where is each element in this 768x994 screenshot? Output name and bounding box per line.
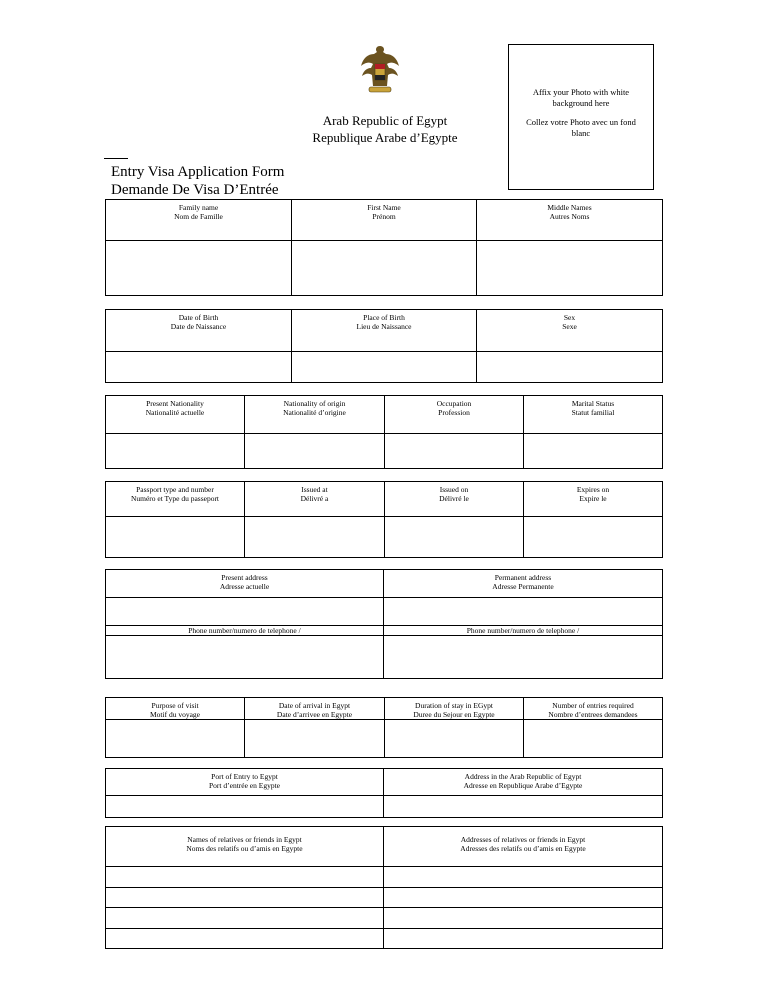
relatives-addresses-label: Addresses of relatives or friends in Egypt Adresses des relatifs ou d’amis en Egypte	[384, 827, 663, 867]
address-section	[105, 569, 663, 679]
relative-address-field[interactable]	[384, 867, 663, 888]
middle-names-label: Middle Names Autres Noms	[477, 200, 663, 241]
present-address-field[interactable]	[106, 598, 384, 626]
form-title-en: Entry Visa Application Form	[111, 164, 285, 180]
relative-address-field[interactable]	[384, 908, 663, 929]
first-name-field[interactable]	[292, 241, 477, 296]
relative-name-field[interactable]	[106, 929, 384, 949]
date-of-birth-label: Date of Birth Date de Naissance	[106, 310, 292, 352]
port-of-entry-field[interactable]	[106, 796, 384, 818]
issued-on-label: Issued on Délivré le	[385, 482, 524, 517]
phone-label-2: Phone number/numero de telephone /	[384, 626, 663, 636]
relative-name-field[interactable]	[106, 867, 384, 888]
port-of-entry-label: Port of Entry to Egypt Port d’entrée en Egypte	[106, 769, 384, 796]
eagle-emblem-icon	[360, 42, 400, 97]
phone-field-1[interactable]	[106, 636, 384, 679]
permanent-address-field[interactable]	[384, 598, 663, 626]
country-name-en: Arab Republic of Egypt	[322, 113, 448, 128]
passport-number-label: Passport type and number Numéro et Type du passeport	[106, 482, 245, 517]
form-title-fr: Demande De Visa D’Entrée	[111, 182, 279, 198]
place-of-birth-field[interactable]	[292, 352, 477, 383]
expires-on-label: Expires on Expire le	[524, 482, 663, 517]
date-of-birth-field[interactable]	[106, 352, 292, 383]
phone-field-2[interactable]	[384, 636, 663, 679]
permanent-address-label: Permanent address Adresse Permanente	[384, 570, 663, 598]
middle-names-field[interactable]	[477, 241, 663, 296]
relative-name-field[interactable]	[106, 908, 384, 929]
expires-on-field[interactable]	[524, 517, 663, 558]
photo-instruction-en: Affix your Photo with white background here	[532, 87, 630, 108]
egypt-address-label: Address in the Arab Republic of Egypt Adresse en Republique Arabe d’Egypte	[384, 769, 663, 796]
relatives-names-label: Names of relatives or friends in Egypt Noms des relatifs ou d’amis en Egypte	[106, 827, 384, 867]
marital-status-field[interactable]	[524, 434, 663, 469]
purpose-of-visit-field[interactable]	[106, 720, 245, 758]
first-name-label: First Name Prénom	[292, 200, 477, 241]
passport-section	[105, 481, 663, 558]
visit-section	[105, 697, 663, 758]
names-section	[105, 199, 663, 296]
duration-of-stay-label: Duration of stay in EGypt Duree du Sejour en Egypte	[385, 698, 524, 720]
duration-of-stay-field[interactable]	[385, 720, 524, 758]
photo-instruction-fr: Collez votre Photo avec un fond blanc	[526, 117, 636, 138]
present-nationality-field[interactable]	[106, 434, 245, 469]
passport-number-field[interactable]	[106, 517, 245, 558]
relative-address-field[interactable]	[384, 929, 663, 949]
status-section	[105, 395, 663, 469]
photo-box[interactable]	[508, 44, 654, 190]
number-of-entries-label: Number of entries required Nombre d’entrees demandees	[524, 698, 663, 720]
present-address-label: Present address Adresse actuelle	[106, 570, 384, 598]
relative-name-field[interactable]	[106, 888, 384, 908]
egypt-address-field[interactable]	[384, 796, 663, 818]
family-name-label: Family name Nom de Famille	[106, 200, 292, 241]
divider	[104, 158, 128, 159]
sex-label: Sex Sexe	[477, 310, 663, 352]
nationality-origin-label: Nationality of origin Nationalité d’origine	[245, 396, 385, 434]
purpose-of-visit-label: Purpose of visit Motif du voyage	[106, 698, 245, 720]
occupation-field[interactable]	[385, 434, 524, 469]
present-nationality-label: Present Nationality Nationalité actuelle	[106, 396, 245, 434]
family-name-field[interactable]	[106, 241, 292, 296]
relative-address-field[interactable]	[384, 888, 663, 908]
place-of-birth-label: Place of Birth Lieu de Naissance	[292, 310, 477, 352]
arrival-date-label: Date of arrival in Egypt Date d’arrivee en Egypte	[245, 698, 385, 720]
phone-label-1: Phone number/numero de telephone /	[106, 626, 384, 636]
entry-section	[105, 768, 663, 818]
number-of-entries-field[interactable]	[524, 720, 663, 758]
marital-status-label: Marital Status Statut familial	[524, 396, 663, 434]
arrival-date-field[interactable]	[245, 720, 385, 758]
issued-at-label: Issued at Délivré a	[245, 482, 385, 517]
issued-at-field[interactable]	[245, 517, 385, 558]
issued-on-field[interactable]	[385, 517, 524, 558]
sex-field[interactable]	[477, 352, 663, 383]
birth-section	[105, 309, 663, 383]
country-name-fr: Republique Arabe d’Egypte	[312, 130, 458, 145]
relatives-section	[105, 826, 663, 949]
nationality-origin-field[interactable]	[245, 434, 385, 469]
occupation-label: Occupation Profession	[385, 396, 524, 434]
